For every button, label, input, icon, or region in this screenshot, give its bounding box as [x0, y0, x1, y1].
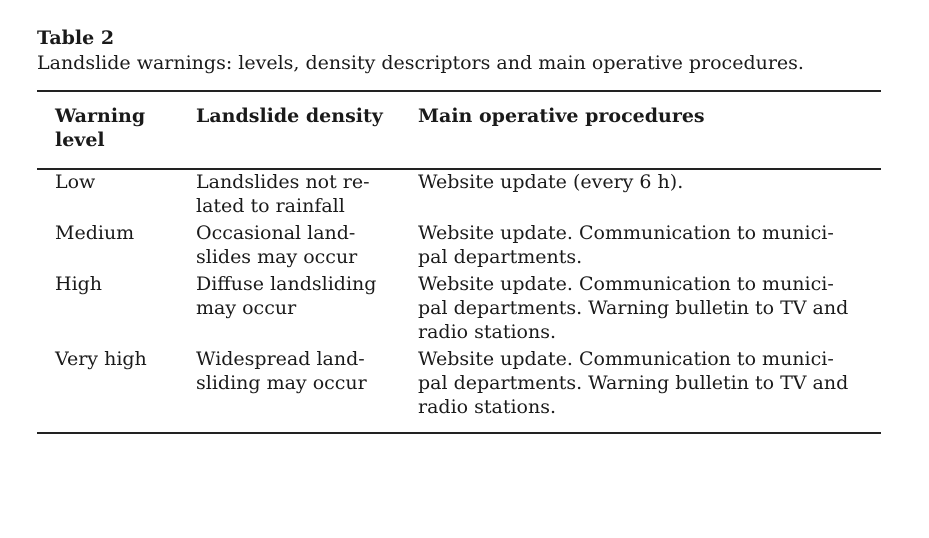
cell-operative-procedures: [418, 221, 881, 272]
table-row: [37, 221, 881, 272]
table-row: [37, 347, 881, 432]
cell-warning-level: [37, 221, 196, 272]
density-line: Diffuse landsliding: [196, 273, 377, 295]
cell-operative-procedures: [418, 347, 881, 432]
cell-warning-level: [37, 347, 196, 432]
density-line: lated to rainfall: [196, 195, 345, 217]
cell-operative-procedures: [418, 272, 881, 347]
cell-operative-procedures: [418, 170, 881, 221]
table-label: Table 2: [37, 27, 115, 49]
procedure-line: pal departments.: [418, 246, 583, 268]
cell-warning-level: [37, 272, 196, 347]
cell-landslide-density: [196, 272, 418, 347]
cell-landslide-density: [196, 347, 418, 432]
header-operative-procedures: Main operative procedures: [418, 105, 705, 127]
procedure-line: Website update. Communication to munici-: [418, 222, 834, 244]
procedure-line: Website update. Communication to munici-: [418, 273, 834, 295]
warning-level-text: High: [55, 273, 103, 295]
procedure-line: Website update. Communication to munici-: [418, 348, 834, 370]
cell-landslide-density: [196, 170, 418, 221]
density-line: Widespread land-: [196, 348, 365, 370]
table-caption: Landslide warnings: levels, density descriptors and main operative procedures.: [37, 52, 804, 74]
warning-level-text: Low: [55, 171, 96, 193]
procedure-line: radio stations.: [418, 396, 557, 418]
density-line: may occur: [196, 297, 297, 319]
procedure-line: Website update (every 6 h).: [418, 171, 684, 193]
density-line: Landslides not re-: [196, 171, 370, 193]
procedure-line: pal departments. Warning bulletin to TV and: [418, 372, 849, 394]
bottom-rule: [37, 432, 881, 434]
warning-level-text: Very high: [55, 348, 147, 370]
cell-landslide-density: [196, 221, 418, 272]
header-warning-level-line1: Warning: [55, 105, 146, 127]
table-row: [37, 170, 881, 221]
density-line: sliding may occur: [196, 372, 367, 394]
density-line: Occasional land-: [196, 222, 356, 244]
procedure-line: radio stations.: [418, 321, 557, 343]
header-landslide-density: Landslide density: [196, 105, 383, 127]
header-warning-level-line2: level: [55, 129, 105, 151]
procedure-line: pal departments. Warning bulletin to TV and: [418, 297, 849, 319]
cell-warning-level: [37, 170, 196, 221]
header-warning-level: [37, 92, 196, 168]
table-figure: [37, 26, 881, 434]
warning-level-text: Medium: [55, 222, 135, 244]
header-row: [37, 92, 881, 168]
table-row: [37, 272, 881, 347]
warning-table: [37, 92, 881, 432]
density-line: slides may occur: [196, 246, 358, 268]
